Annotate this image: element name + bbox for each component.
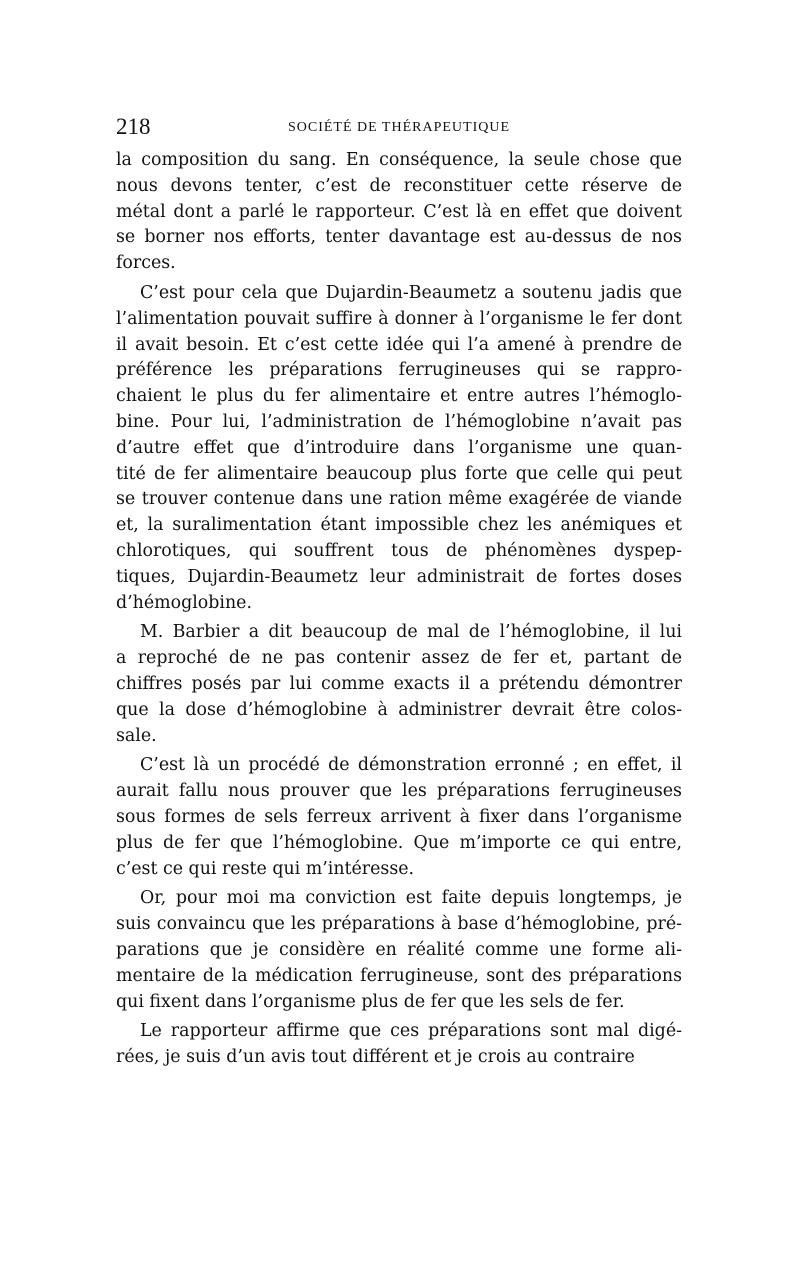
text-line: préférence les préparations ferrugineuses qui se rappro- <box>116 360 682 381</box>
text-line: mentaire de la médication ferrugineuse, sont des préparations <box>116 965 682 986</box>
text-line: d’autre effet que d’introduire dans l’organisme une quan- <box>116 437 682 458</box>
paragraph <box>116 1019 682 1071</box>
text-line: bine. Pour lui, l’administration de l’hémoglobine n’avait pas <box>116 411 682 432</box>
text-line: aurait fallu nous prouver que les préparations ferrugineuses <box>116 781 682 802</box>
paragraph <box>116 753 682 882</box>
text-line: nous devons tenter, c’est de reconstituer cette réserve de <box>116 175 682 196</box>
text-line: a reproché de ne pas contenir assez de fer et, partant de <box>116 648 682 669</box>
text-line: C’est pour cela que Dujardin-Beaumetz a soutenu jadis que <box>140 282 682 303</box>
body-text <box>116 148 682 1071</box>
text-line: Le rapporteur affirme que ces préparations sont mal digé- <box>140 1021 682 1042</box>
text-line: métal dont a parlé le rapporteur. C’est là en effet que doivent <box>116 201 682 222</box>
text-line: Or, pour moi ma conviction est faite depuis longtemps, je <box>140 888 682 909</box>
book-page <box>116 112 682 1075</box>
page-number: 218 <box>116 114 151 139</box>
text-line: que la dose d’hémoglobine à administrer devrait être colos- <box>116 699 682 720</box>
text-line: il avait besoin. Et c’est cette idée qui l’a amené à prendre de <box>116 334 682 355</box>
text-line: forces. <box>116 253 176 274</box>
text-line: la composition du sang. En conséquence, la seule chose que <box>116 150 682 170</box>
text-line: rées, je suis d’un avis tout différent et je crois au contraire <box>116 1047 635 1068</box>
running-head: SOCIÉTÉ DE THÉRAPEUTIQUE <box>287 120 511 135</box>
text-line: suis convaincu que les préparations à base d’hémoglobine, pré- <box>116 914 682 935</box>
text-line: sale. <box>116 725 157 746</box>
text-line: c’est ce qui reste qui m’intéresse. <box>116 858 415 879</box>
text-line: chaient le plus du fer alimentaire et entre autres l’hémoglo- <box>116 386 682 407</box>
text-line: tité de fer alimentaire beaucoup plus forte que celle qui peut <box>116 463 682 484</box>
text-line: qui fixent dans l’organisme plus de fer que les sels de fer. <box>116 991 625 1012</box>
text-line: se trouver contenue dans une ration même exagérée de viande <box>116 489 682 510</box>
text-line: sous formes de sels ferreux arrivent à fixer dans l’organisme <box>116 806 682 827</box>
paragraph <box>116 148 682 277</box>
text-line: C’est là un procédé de démonstration erronné ; en effet, il <box>140 755 682 776</box>
paragraph <box>116 281 682 616</box>
text-line: M. Barbier a dit beaucoup de mal de l’hémoglobine, il lui <box>140 622 682 643</box>
text-line: plus de fer que l’hémoglobine. Que m’importe ce qui entre, <box>116 832 682 853</box>
text-line: l’alimentation pouvait suffire à donner à l’organisme le fer dont <box>116 308 682 329</box>
paragraph <box>116 886 682 1015</box>
text-line: chiffres posés par lui comme exacts il a prétendu démontrer <box>116 673 682 694</box>
page-header <box>116 112 682 142</box>
text-line: chlorotiques, qui souffrent tous de phénomènes dyspep- <box>116 540 682 561</box>
text-line: tiques, Dujardin-Beaumetz leur administrait de fortes doses <box>116 566 682 587</box>
text-line: et, la suralimentation étant impossible chez les anémiques et <box>116 515 682 536</box>
text-line: se borner nos efforts, tenter davantage est au-dessus de nos <box>116 227 682 248</box>
text-line: parations que je considère en réalité comme une forme ali- <box>116 939 682 960</box>
text-line: d’hémoglobine. <box>116 592 252 613</box>
paragraph <box>116 620 682 749</box>
